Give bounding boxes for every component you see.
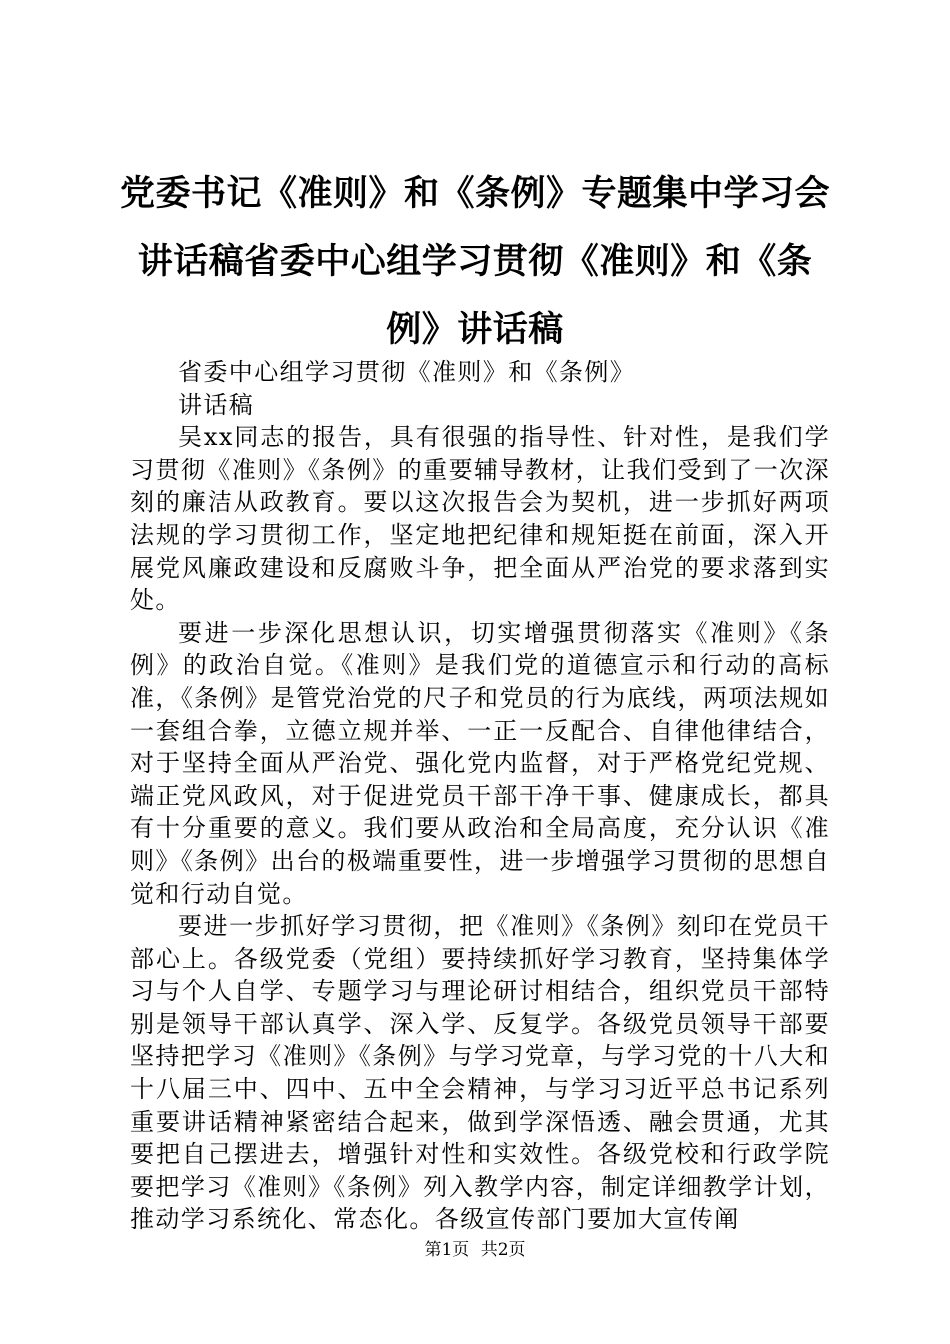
subtitle-line: 讲话稿 (178, 390, 255, 419)
page-number: 第1页 (424, 1240, 470, 1260)
subtitle-line: 省委中心组学习贯彻《准则》和《条例》 (178, 358, 636, 386)
page-footer (0, 1239, 950, 1261)
body-paragraph: 要进一步深化思想认识，切实增强贯彻落实《准则》《条例》的政治自觉。《准则》是我们党的道德宣示和行动的高标准，《条例》是管党治党的尺子和党员的行为底线，两项法规如一套组合拳，立德立规并举、一正一反配合、自律他律结合，对于坚持全面从严治党、强化党内监督，对于严格党纪党规、端正党风政风，对于促进党员干部干净干事、健康成长，都具有十分重要的意义。我们要从政治和全局高度，充分认识《准则》《条例》出台的极端重要性，进一步增强学习贯彻的思想自觉和行动自觉。 (130, 618, 830, 908)
document-body (130, 356, 830, 1236)
document-title: 党委书记《准则》和《条例》专题集中学习会讲话稿省委中心组学习贯彻《准则》和《条例》讲话稿 (119, 173, 830, 350)
body-paragraph: 吴xx同志的报告，具有很强的指导性、针对性，是我们学习贯彻《准则》《条例》的重要辅导教材，让我们受到了一次深刻的廉洁从政教育。要以这次报告会为契机，进一步抓好两项法规的学习贯彻工作，坚定地把纪律和规矩挺在前面，深入开展党风廉政建设和反腐败斗争，把全面从严治党的要求落到实处。 (130, 423, 830, 615)
body-paragraph: 要进一步抓好学习贯彻，把《准则》《条例》刻印在党员干部心上。各级党委（党组）要持续抓好学习教育，坚持集体学习与个人自学、专题学习与理论研讨相结合，组织党员干部特别是领导干部认真学、深入学、反复学。各级党员领导干部要坚持把学习《准则》《条例》与学习党章，与学习党的十八大和十八届三中、四中、五中全会精神，与学习习近平总书记系列重要讲话精神紧密结合起来，做到学深悟透、融会贯通，尤其要把自己摆进去，增强针对性和实效性。各级党校和行政学院要把学习《准则》《条例》列入教学内容，制定详细教学计划，推动学习系统化、常态化。各级宣传部门要加大宣传阐 (130, 912, 830, 1234)
page-total: 共2页 (480, 1240, 526, 1260)
